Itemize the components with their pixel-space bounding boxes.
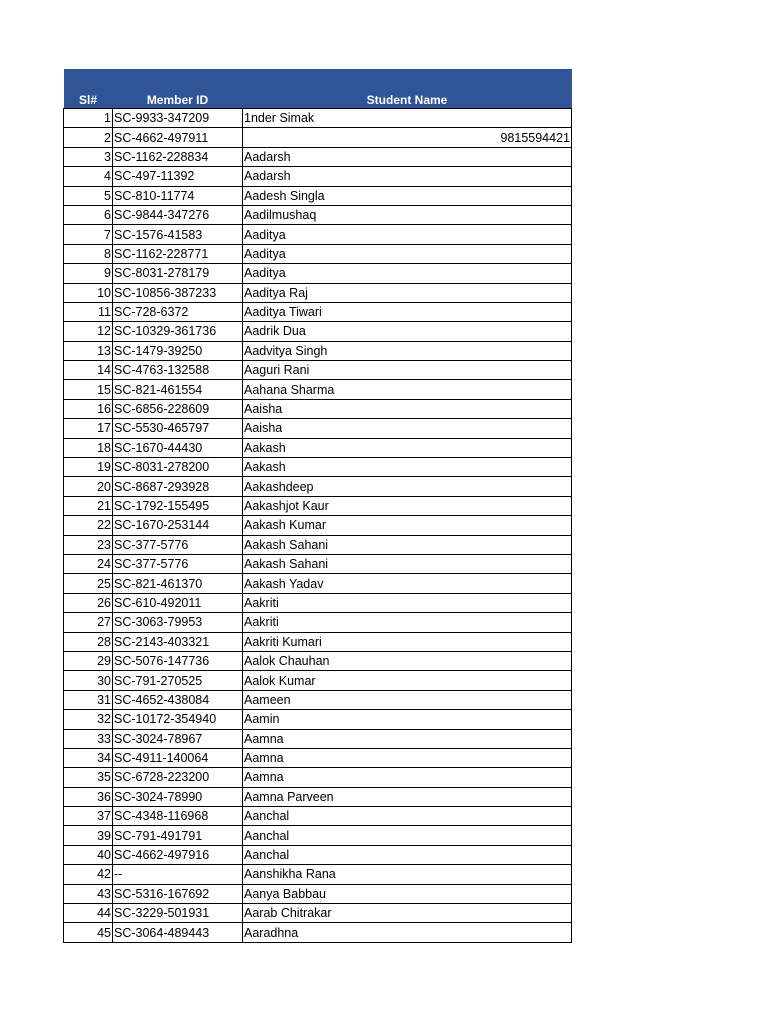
row-member-id-cell[interactable]: SC-497-11392 <box>113 167 243 186</box>
row-sl-cell[interactable]: 39 <box>64 826 113 845</box>
table-row <box>64 341 572 360</box>
table-row <box>64 283 572 302</box>
row-member-id-cell[interactable]: SC-1479-39250 <box>113 341 243 360</box>
table-body <box>64 109 572 943</box>
header-student-name: Student Name <box>243 69 572 109</box>
table-header <box>64 69 572 109</box>
row-student-name-cell[interactable]: Aanchal <box>243 807 572 826</box>
table-row <box>64 205 572 224</box>
row-sl-cell[interactable]: 19 <box>64 458 113 477</box>
table-row <box>64 535 572 554</box>
row-sl-cell[interactable]: 4 <box>64 167 113 186</box>
row-sl-cell[interactable]: 1 <box>64 109 113 128</box>
row-student-name-cell[interactable]: Aamna <box>243 729 572 748</box>
table-row <box>64 923 572 942</box>
row-sl-cell[interactable]: 21 <box>64 496 113 515</box>
table-row <box>64 399 572 418</box>
row-sl-cell[interactable]: 17 <box>64 419 113 438</box>
row-sl-cell[interactable]: 24 <box>64 554 113 573</box>
row-student-name-cell[interactable]: Aalok Kumar <box>243 671 572 690</box>
table-row <box>64 690 572 709</box>
header-member-id: Member ID <box>113 69 243 109</box>
member-table <box>63 69 572 943</box>
row-member-id-cell[interactable]: SC-4763-132588 <box>113 361 243 380</box>
table-row <box>64 361 572 380</box>
row-sl-cell[interactable]: 28 <box>64 632 113 651</box>
row-student-name-cell[interactable]: Aanchal <box>243 826 572 845</box>
row-sl-cell[interactable]: 15 <box>64 380 113 399</box>
row-sl-cell[interactable]: 23 <box>64 535 113 554</box>
table-row <box>64 186 572 205</box>
row-member-id-cell[interactable]: SC-791-491791 <box>113 826 243 845</box>
table-row <box>64 496 572 515</box>
row-student-name-cell[interactable]: Aadarsh <box>243 167 572 186</box>
row-member-id-cell[interactable]: SC-4911-140064 <box>113 748 243 767</box>
row-student-name-cell[interactable]: Aaditya <box>243 225 572 244</box>
row-student-name-cell[interactable]: Aakriti Kumari <box>243 632 572 651</box>
row-student-name-cell[interactable]: Aameen <box>243 690 572 709</box>
row-student-name-cell[interactable]: Aaradhna <box>243 923 572 942</box>
row-student-name-cell[interactable]: Aaditya Raj <box>243 283 572 302</box>
row-sl-cell[interactable]: 26 <box>64 593 113 612</box>
row-member-id-cell[interactable]: SC-728-6372 <box>113 302 243 321</box>
table-row <box>64 884 572 903</box>
row-student-name-cell[interactable]: Aadilmushaq <box>243 205 572 224</box>
row-student-name-cell[interactable]: Aamin <box>243 710 572 729</box>
row-member-id-cell[interactable]: SC-8031-278179 <box>113 264 243 283</box>
row-student-name-cell[interactable]: Aanya Babbau <box>243 884 572 903</box>
table-row <box>64 458 572 477</box>
row-member-id-cell[interactable]: SC-3063-79953 <box>113 613 243 632</box>
row-member-id-cell[interactable]: SC-8031-278200 <box>113 458 243 477</box>
row-sl-cell[interactable]: 27 <box>64 613 113 632</box>
table-row <box>64 710 572 729</box>
row-student-name-cell[interactable]: Aanshikha Rana <box>243 865 572 884</box>
row-sl-cell[interactable]: 3 <box>64 147 113 166</box>
table-row <box>64 826 572 845</box>
row-sl-cell[interactable]: 18 <box>64 438 113 457</box>
row-member-id-cell[interactable]: SC-10329-361736 <box>113 322 243 341</box>
row-student-name-cell[interactable]: Aakash Yadav <box>243 574 572 593</box>
row-sl-cell[interactable]: 36 <box>64 787 113 806</box>
row-student-name-cell[interactable]: Aakash Sahani <box>243 554 572 573</box>
row-sl-cell[interactable]: 5 <box>64 186 113 205</box>
row-sl-cell[interactable]: 43 <box>64 884 113 903</box>
table-row <box>64 574 572 593</box>
row-sl-cell[interactable]: 8 <box>64 244 113 263</box>
row-student-name-cell[interactable]: Aakriti <box>243 593 572 612</box>
row-sl-cell[interactable]: 33 <box>64 729 113 748</box>
table-row <box>64 128 572 147</box>
row-member-id-cell[interactable]: SC-2143-403321 <box>113 632 243 651</box>
row-student-name-cell[interactable]: Aakash Kumar <box>243 516 572 535</box>
table-row <box>64 632 572 651</box>
row-member-id-cell[interactable]: SC-6856-228609 <box>113 399 243 418</box>
table-row <box>64 651 572 670</box>
row-student-name-cell[interactable]: Aanchal <box>243 845 572 864</box>
row-sl-cell[interactable]: 2 <box>64 128 113 147</box>
row-member-id-cell[interactable]: SC-10856-387233 <box>113 283 243 302</box>
row-member-id-cell[interactable]: SC-4662-497916 <box>113 845 243 864</box>
row-student-name-cell[interactable]: Aadesh Singla <box>243 186 572 205</box>
header-sl: Sl# <box>64 69 113 109</box>
row-student-name-cell[interactable]: Aadrik Dua <box>243 322 572 341</box>
row-sl-cell[interactable]: 10 <box>64 283 113 302</box>
row-member-id-cell[interactable]: SC-1576-41583 <box>113 225 243 244</box>
row-member-id-cell[interactable]: SC-1792-155495 <box>113 496 243 515</box>
row-member-id-cell[interactable]: SC-5076-147736 <box>113 651 243 670</box>
row-student-name-cell[interactable]: 1nder Simak <box>243 109 572 128</box>
row-sl-cell[interactable]: 16 <box>64 399 113 418</box>
row-member-id-cell[interactable]: SC-1670-44430 <box>113 438 243 457</box>
row-sl-cell[interactable]: 32 <box>64 710 113 729</box>
table-row <box>64 613 572 632</box>
row-member-id-cell[interactable]: SC-5316-167692 <box>113 884 243 903</box>
row-member-id-cell[interactable]: SC-3064-489443 <box>113 923 243 942</box>
table-row <box>64 477 572 496</box>
row-student-name-cell[interactable]: Aaditya Tiwari <box>243 302 572 321</box>
row-student-name-cell[interactable]: Aaisha <box>243 419 572 438</box>
row-student-name-cell[interactable]: Aakashjot Kaur <box>243 496 572 515</box>
row-sl-cell[interactable]: 14 <box>64 361 113 380</box>
row-sl-cell[interactable]: 20 <box>64 477 113 496</box>
row-member-id-cell[interactable]: SC-9844-347276 <box>113 205 243 224</box>
table-row <box>64 671 572 690</box>
row-member-id-cell[interactable]: SC-3024-78990 <box>113 787 243 806</box>
row-student-name-cell[interactable]: Aadvitya Singh <box>243 341 572 360</box>
row-student-name-cell[interactable]: Aahana Sharma <box>243 380 572 399</box>
row-sl-cell[interactable]: 7 <box>64 225 113 244</box>
table-row <box>64 807 572 826</box>
table-row <box>64 554 572 573</box>
table-row <box>64 438 572 457</box>
row-sl-cell[interactable]: 25 <box>64 574 113 593</box>
row-student-name-cell[interactable]: 9815594421 <box>243 128 572 147</box>
row-sl-cell[interactable]: 34 <box>64 748 113 767</box>
row-student-name-cell[interactable]: Aakash <box>243 438 572 457</box>
row-sl-cell[interactable]: 45 <box>64 923 113 942</box>
table-row <box>64 904 572 923</box>
table-row <box>64 264 572 283</box>
row-student-name-cell[interactable]: Aaditya <box>243 264 572 283</box>
row-student-name-cell[interactable]: Aadarsh <box>243 147 572 166</box>
row-student-name-cell[interactable]: Aakash Sahani <box>243 535 572 554</box>
row-member-id-cell[interactable]: SC-377-5776 <box>113 554 243 573</box>
row-sl-cell[interactable]: 44 <box>64 904 113 923</box>
table-row <box>64 147 572 166</box>
table-row <box>64 225 572 244</box>
table-row <box>64 322 572 341</box>
row-sl-cell[interactable]: 13 <box>64 341 113 360</box>
row-sl-cell[interactable]: 22 <box>64 516 113 535</box>
row-student-name-cell[interactable]: Aamna <box>243 768 572 787</box>
row-member-id-cell[interactable]: SC-1162-228834 <box>113 147 243 166</box>
table-row <box>64 768 572 787</box>
table-row <box>64 419 572 438</box>
table-row <box>64 593 572 612</box>
row-member-id-cell[interactable]: SC-3024-78967 <box>113 729 243 748</box>
row-member-id-cell[interactable]: SC-610-492011 <box>113 593 243 612</box>
row-member-id-cell[interactable]: SC-1162-228771 <box>113 244 243 263</box>
row-member-id-cell[interactable]: SC-4662-497911 <box>113 128 243 147</box>
row-member-id-cell[interactable]: SC-6728-223200 <box>113 768 243 787</box>
row-sl-cell[interactable]: 42 <box>64 865 113 884</box>
row-sl-cell[interactable]: 11 <box>64 302 113 321</box>
row-sl-cell[interactable]: 31 <box>64 690 113 709</box>
row-sl-cell[interactable]: 29 <box>64 651 113 670</box>
row-member-id-cell[interactable]: SC-10172-354940 <box>113 710 243 729</box>
row-student-name-cell[interactable]: Aamna Parveen <box>243 787 572 806</box>
row-sl-cell[interactable]: 35 <box>64 768 113 787</box>
row-student-name-cell[interactable]: Aaditya <box>243 244 572 263</box>
row-member-id-cell[interactable]: SC-5530-465797 <box>113 419 243 438</box>
row-member-id-cell[interactable]: SC-8687-293928 <box>113 477 243 496</box>
row-sl-cell[interactable]: 12 <box>64 322 113 341</box>
row-member-id-cell[interactable]: SC-1670-253144 <box>113 516 243 535</box>
row-student-name-cell[interactable]: Aaisha <box>243 399 572 418</box>
row-member-id-cell[interactable]: SC-4652-438084 <box>113 690 243 709</box>
row-member-id-cell[interactable]: SC-9933-347209 <box>113 109 243 128</box>
table-row <box>64 729 572 748</box>
table-row <box>64 302 572 321</box>
row-member-id-cell[interactable]: SC-3229-501931 <box>113 904 243 923</box>
row-sl-cell[interactable]: 30 <box>64 671 113 690</box>
row-member-id-cell[interactable]: SC-810-11774 <box>113 186 243 205</box>
row-student-name-cell[interactable]: Aalok Chauhan <box>243 651 572 670</box>
row-sl-cell[interactable]: 6 <box>64 205 113 224</box>
row-sl-cell[interactable]: 37 <box>64 807 113 826</box>
table-row <box>64 865 572 884</box>
row-sl-cell[interactable]: 40 <box>64 845 113 864</box>
row-student-name-cell[interactable]: Aakriti <box>243 613 572 632</box>
table-row <box>64 244 572 263</box>
table-row <box>64 845 572 864</box>
row-member-id-cell[interactable]: -- <box>113 865 243 884</box>
table-row <box>64 516 572 535</box>
table-row <box>64 380 572 399</box>
row-student-name-cell[interactable]: Aaguri Rani <box>243 361 572 380</box>
row-member-id-cell[interactable]: SC-377-5776 <box>113 535 243 554</box>
table-row <box>64 167 572 186</box>
row-member-id-cell[interactable]: SC-4348-116968 <box>113 807 243 826</box>
row-student-name-cell[interactable]: Aakash <box>243 458 572 477</box>
row-sl-cell[interactable]: 9 <box>64 264 113 283</box>
table-row <box>64 109 572 128</box>
row-student-name-cell[interactable]: Aarab Chitrakar <box>243 904 572 923</box>
table-row <box>64 787 572 806</box>
row-member-id-cell[interactable]: SC-821-461554 <box>113 380 243 399</box>
row-member-id-cell[interactable]: SC-791-270525 <box>113 671 243 690</box>
table-row <box>64 748 572 767</box>
row-student-name-cell[interactable]: Aakashdeep <box>243 477 572 496</box>
row-member-id-cell[interactable]: SC-821-461370 <box>113 574 243 593</box>
header-row <box>64 69 572 109</box>
row-student-name-cell[interactable]: Aamna <box>243 748 572 767</box>
